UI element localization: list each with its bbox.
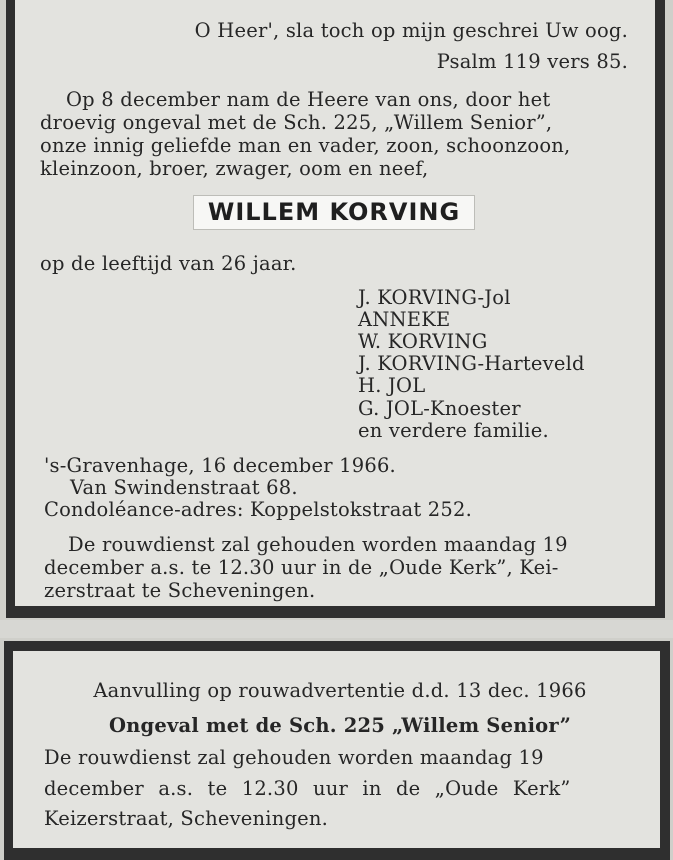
service-line: december a.s. te 12.30 uur in de „Oude Kerk”, Kei- [44, 556, 559, 579]
service-line: De rouwdienst zal gehouden worden maandag 19 [68, 533, 568, 556]
verse: O Heer', sla toch op mijn geschrei Uw oog. [194, 19, 628, 42]
condolence-address: Condoléance-adres: Koppelstokstraat 252. [44, 498, 472, 521]
service-line: zerstraat te Scheveningen. [44, 579, 316, 602]
address: Van Swindenstraat 68. [70, 476, 298, 499]
family-member: ANNEKE [358, 308, 451, 331]
family-member: J. KORVING-Harteveld [358, 352, 585, 375]
family-member: J. KORVING-Jol [358, 286, 511, 309]
frame-line [4, 641, 670, 651]
frame-line [660, 641, 670, 860]
addendum-line: Keizerstraat, Scheveningen. [44, 807, 329, 830]
frame-line [655, 0, 665, 618]
place-date: 's-Gravenhage, 16 december 1966. [44, 454, 396, 477]
family-member: H. JOL [358, 374, 426, 397]
body-line: kleinzoon, broer, zwager, oom en neef, [40, 157, 429, 180]
frame-line [6, 0, 15, 614]
frame-line [4, 641, 13, 860]
deceased-name-box [193, 195, 475, 230]
body-line: onze innig geliefde man en vader, zoon, schoonzoon, [40, 134, 571, 157]
addendum-subheading: Ongeval met de Sch. 225 „Willem Senior” [108, 714, 571, 737]
addendum-heading: Aanvulling op rouwadvertentie d.d. 13 dec. 1966 [93, 679, 587, 702]
addendum-line: december a.s. te 12.30 uur in de „Oude Kerk” [44, 777, 571, 800]
addendum-line: De rouwdienst zal gehouden worden maandag 19 [44, 746, 544, 769]
age-line: op de leeftijd van 26 jaar. [40, 252, 297, 275]
deceased-name: WILLEM KORVING [207, 198, 461, 226]
verse-reference: Psalm 119 vers 85. [436, 50, 628, 73]
family-member: W. KORVING [358, 330, 488, 353]
family-member: G. JOL-Knoester [358, 397, 521, 420]
family-member: en verdere familie. [358, 419, 549, 442]
body-line: Op 8 december nam de Heere van ons, door het [66, 88, 551, 111]
frame-line [6, 606, 665, 618]
separator [0, 620, 673, 638]
body-line: droevig ongeval met de Sch. 225, „Willem Senior”, [40, 111, 553, 134]
frame-line [4, 848, 670, 860]
